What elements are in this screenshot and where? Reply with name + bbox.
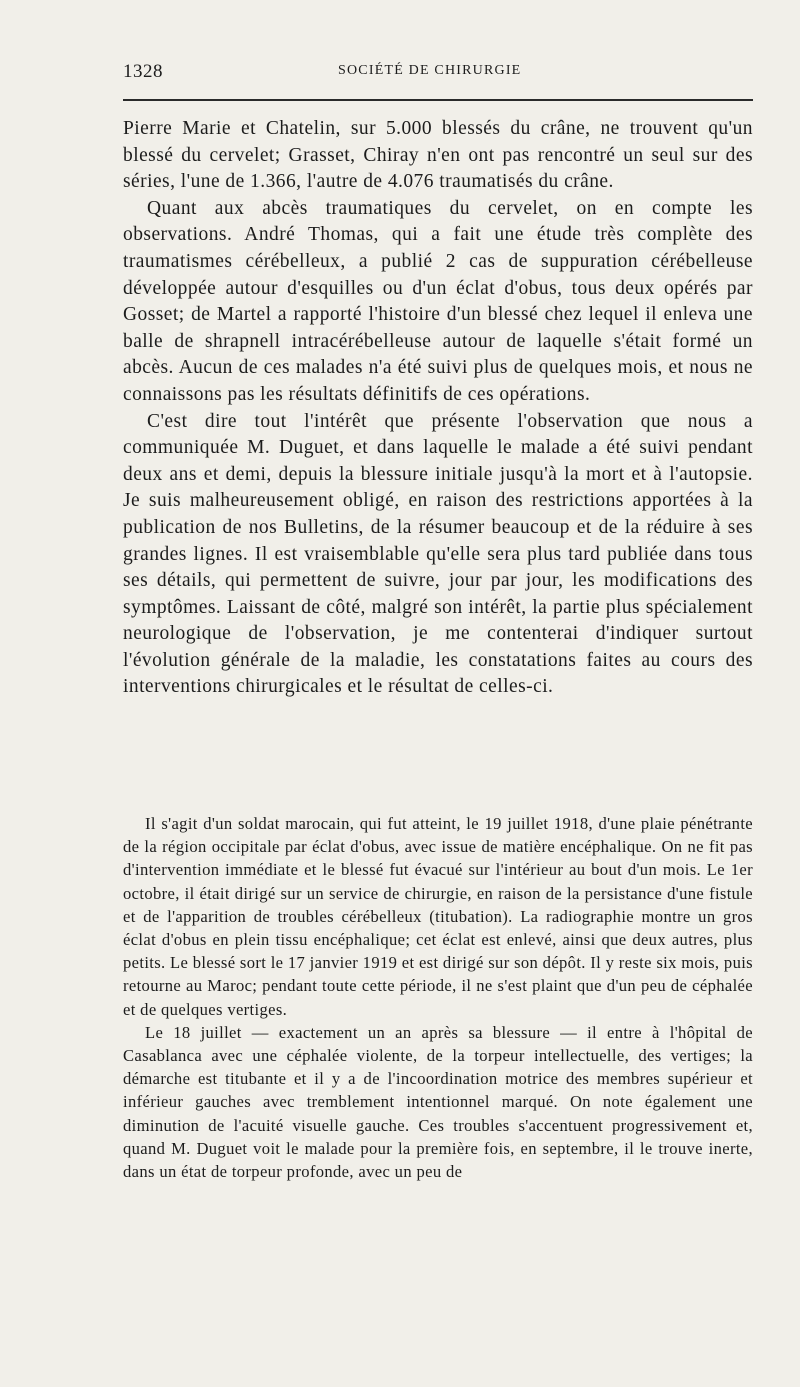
header-divider [123, 99, 753, 101]
paragraph-3: C'est dire tout l'intérêt que présente l'observation que nous a communiquée M. Duguet, et dans laquelle le malade a été suivi pendant deux ans et demi, depuis la blessure initiale jusqu'à la mort et à l'autopsie. Je suis malheureusement obligé, en raison des restrictions apportées à la publication de nos Bulletins, de la résumer beaucoup et de la réduire à ses grandes lignes. Il est vraisemblable qu'elle sera plus tard publiée dans tous ses détails, qui permettent de suivre, jour par jour, les modifications des symptômes. Laissant de côté, malgré son intérêt, la partie plus spécialement neurologique de l'observation, je me contenterai d'indiquer surtout l'évolution générale de la maladie, les constatations faites au cours des interventions chirurgicales et le résultat de celles-ci. [123, 410, 753, 698]
case-report-text [123, 812, 753, 1183]
case-paragraph-1: Il s'agit d'un soldat marocain, qui fut atteint, le 19 juillet 1918, d'une plaie pénétrante de la région occipitale par éclat d'obus, avec issue de matière encéphalique. On ne fit pas d'intervention immédiate et le blessé fut évacué sur l'intérieur au bout d'un mois. Le 1er octobre, il était dirigé sur un service de chirurgie, en raison de la persistance d'une fistule et de l'apparition de troubles cérébelleux (titubation). La radiographie montre un gros éclat d'obus en plein tissu encéphalique; cet éclat est enlevé, ainsi que deux autres, plus petits. Le blessé sort le 17 janvier 1919 et est dirigé sur son dépôt. Il y reste six mois, puis retourne au Maroc; pendant toute cette période, il ne s'est plaint que d'un peu de céphalée et de quelques vertiges. [123, 814, 753, 1019]
main-text [123, 116, 753, 701]
running-title: SOCIÉTÉ DE CHIRURGIE [338, 63, 522, 78]
page-header [123, 58, 753, 86]
paragraph-2: Quant aux abcès traumatiques du cervelet, on en compte les observations. André Thomas, qui a fait une étude très complète des traumatismes cérébelleux, a publié 2 cas de suppuration cérébelleuse développée autour d'esquilles ou d'un éclat d'obus, tous deux opérés par Gosset; de Martel a rapporté l'histoire d'un blessé chez lequel il enleva une balle de shrapnell intracérébelleuse autour de laquelle s'était formé un abcès. Aucun de ces malades n'a été suivi plus de quelques mois, et nous ne connaissons pas les résultats définitifs de ces opérations. [123, 197, 753, 405]
paragraph-1: Pierre Marie et Chatelin, sur 5.000 blessés du crâne, ne trouvent qu'un blessé du cervelet; Grasset, Chiray n'en ont pas rencontré un seul sur des séries, l'une de 1.366, l'autre de 4.076 traumatisés du crâne. [123, 118, 753, 193]
case-paragraph-2: Le 18 juillet — exactement un an après sa blessure — il entre à l'hôpital de Casablanca avec une céphalée violente, de la torpeur intellectuelle, des vertiges; la démarche est titubante et il y a de l'incoordination motrice des membres supérieur et inférieur gauches avec tremblement intentionnel marqué. On note également une diminution de l'acuité visuelle gauche. Ces troubles s'accentuent progressivement et, quand M. Duguet voit le malade pour la première fois, en septembre, il le trouve inerte, dans un état de torpeur profonde, avec un peu de [123, 1022, 753, 1182]
page-number: 1328 [123, 61, 163, 82]
